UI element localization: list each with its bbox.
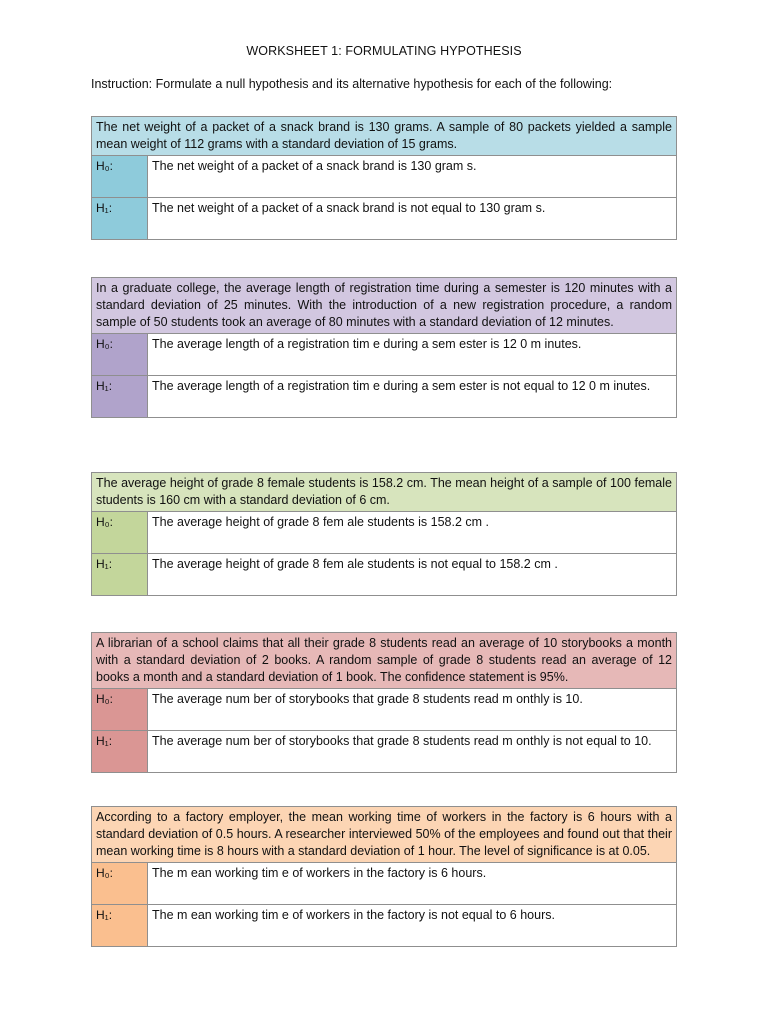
null-hypothesis-row — [92, 863, 676, 904]
problem-box-3 — [91, 472, 677, 596]
alternative-hypothesis-text: The average length of a registration tim e during a sem ester is not equal to 12 0 m inutes. — [152, 379, 651, 393]
alternative-hypothesis-text: The net weight of a packet of a snack brand is not equal to 130 gram s. — [152, 201, 546, 215]
null-hypothesis-text: The net weight of a packet of a snack brand is 130 gram s. — [152, 159, 477, 173]
alternative-hypothesis-row — [92, 197, 676, 239]
null-hypothesis-row — [92, 689, 676, 730]
null-hypothesis-text: The average num ber of storybooks that grade 8 students read m onthly is 10. — [152, 692, 583, 706]
null-hypothesis-row — [92, 334, 676, 375]
null-hypothesis-row — [92, 156, 676, 197]
alternative-hypothesis-label: H₁: — [92, 731, 148, 772]
alternative-hypothesis-text: The m ean working tim e of workers in the factory is not equal to 6 hours. — [152, 908, 555, 922]
problem-prompt: The net weight of a packet of a snack brand is 130 grams. A sample of 80 packets yielded a sample mean weight of 112 grams with a standard deviation of 15 grams. — [92, 117, 676, 156]
null-hypothesis-text: The average height of grade 8 fem ale students is 158.2 cm . — [152, 515, 490, 529]
problem-prompt: In a graduate college, the average length of registration time during a semester is 120 minutes with a standard deviation of 25 minutes. With the introduction of a new registration procedure, a random sample of 50 students took an average of 80 minutes with a standard deviation of 12 minutes. — [92, 278, 676, 334]
alternative-hypothesis-text: The average num ber of storybooks that grade 8 students read m onthly is not equal to 10. — [152, 734, 652, 748]
null-hypothesis-label: H₀: — [92, 863, 148, 904]
problem-box-4 — [91, 632, 677, 773]
null-hypothesis-text: The average length of a registration tim e during a sem ester is 12 0 m inutes. — [152, 337, 582, 351]
alternative-hypothesis-label: H₁: — [92, 376, 148, 417]
worksheet-title: WORKSHEET 1: FORMULATING HYPOTHESIS — [246, 44, 522, 58]
alternative-hypothesis-row — [92, 904, 676, 946]
alternative-hypothesis-row — [92, 730, 676, 772]
problem-box-5 — [91, 806, 677, 947]
problem-box-1 — [91, 116, 677, 240]
alternative-hypothesis-row — [92, 553, 676, 595]
problem-box-2 — [91, 277, 677, 418]
null-hypothesis-label: H₀: — [92, 334, 148, 375]
alternative-hypothesis-row — [92, 375, 676, 417]
instruction-text: Instruction: Formulate a null hypothesis and its alternative hypothesis for each of the following: — [91, 77, 613, 91]
null-hypothesis-label: H₀: — [92, 689, 148, 730]
alternative-hypothesis-text: The average height of grade 8 fem ale students is not equal to 158.2 cm . — [152, 557, 558, 571]
problem-prompt: The average height of grade 8 female students is 158.2 cm. The mean height of a sample of 100 female students is 160 cm with a standard deviation of 6 cm. — [92, 473, 676, 512]
alternative-hypothesis-label: H₁: — [92, 905, 148, 946]
problem-prompt: According to a factory employer, the mean working time of workers in the factory is 6 hours with a standard deviation of 0.5 hours. A researcher interviewed 50% of the employees and found out that their mean working time is 8 hours with a standard deviation of 1 hour. The level of significance is at 0.05. — [92, 807, 676, 863]
null-hypothesis-text: The m ean working tim e of workers in the factory is 6 hours. — [152, 866, 487, 880]
null-hypothesis-row — [92, 512, 676, 553]
null-hypothesis-label: H₀: — [92, 156, 148, 197]
alternative-hypothesis-label: H₁: — [92, 554, 148, 595]
problem-prompt: A librarian of a school claims that all their grade 8 students read an average of 10 storybooks a month with a standard deviation of 2 books. A random sample of grade 8 students read an average of 12 books a month and a standard deviation of 1 book. The confidence statement is 95%. — [92, 633, 676, 689]
alternative-hypothesis-label: H₁: — [92, 198, 148, 239]
null-hypothesis-label: H₀: — [92, 512, 148, 553]
